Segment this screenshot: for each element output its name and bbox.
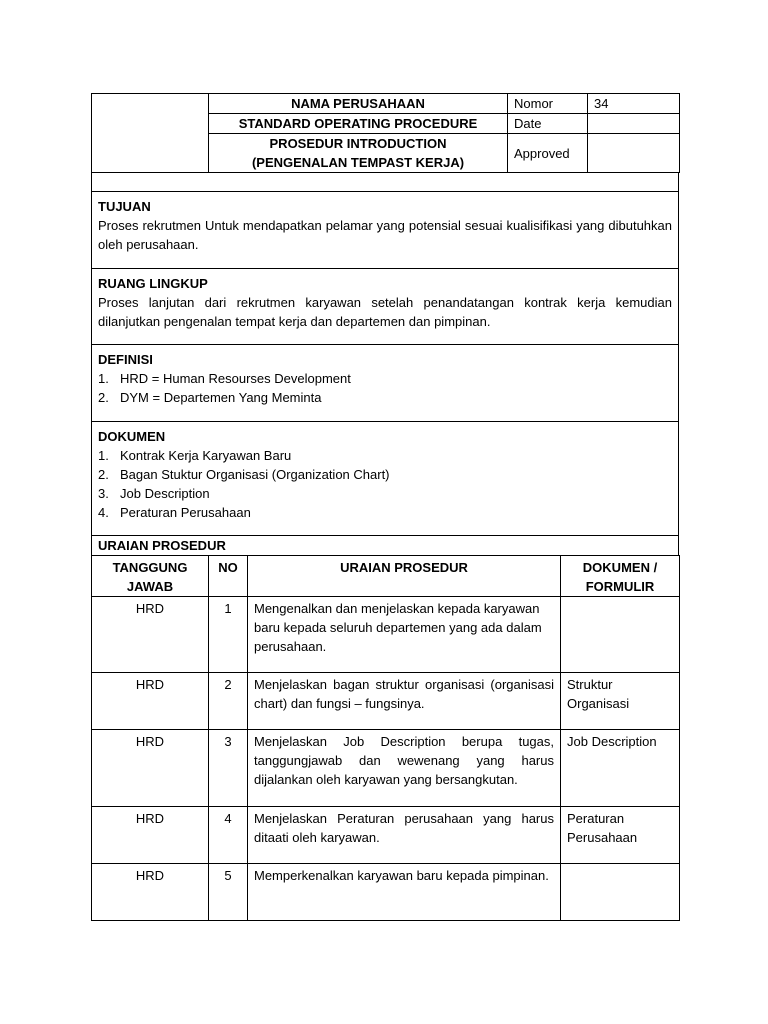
dokumen-list xyxy=(98,446,672,522)
date-label: Date xyxy=(508,114,588,134)
tujuan-title: TUJUAN xyxy=(98,199,151,214)
section-tujuan xyxy=(92,192,679,269)
section-ruang-lingkup xyxy=(92,269,679,345)
definisi-title: DEFINISI xyxy=(98,352,153,367)
spacer-row xyxy=(92,173,679,192)
table-row: HRD 5 Memperkenalkan karyawan baru kepada pimpinan. xyxy=(92,864,680,921)
uraian-section-title: URAIAN PROSEDUR xyxy=(92,536,679,556)
sop-label: STANDARD OPERATING PROCEDURE xyxy=(209,114,508,134)
table-row: HRD 3 Menjelaskan Job Description berupa tugas, tanggungjawab dan wewenang yang harus dijalankan oleh karyawan yang bersangkutan. Job Description xyxy=(92,730,680,807)
list-item: 1. HRD = Human Resourses Development xyxy=(98,371,351,386)
list-item: 2. DYM = Departemen Yang Meminta xyxy=(98,390,322,405)
header-table xyxy=(91,93,680,173)
col-header-desc: URAIAN PROSEDUR xyxy=(248,556,561,597)
table-row: HRD 1 Mengenalkan dan menjelaskan kepada karyawan baru kepada seluruh departemen yang ada dalam perusahaan. xyxy=(92,597,680,673)
approved-value xyxy=(588,134,680,173)
company-name: NAMA PERUSAHAAN xyxy=(209,94,508,114)
table-row: HRD 2 Menjelaskan bagan struktur organisasi (organisasi chart) dan fungsi – fungsinya. Struktur Organisasi xyxy=(92,673,680,730)
section-dokumen xyxy=(92,422,679,536)
section-definisi xyxy=(92,345,679,422)
definisi-list xyxy=(98,369,672,407)
list-item: 2. Bagan Stuktur Organisasi (Organization Chart) xyxy=(98,467,390,482)
ruang-lingkup-title: RUANG LINGKUP xyxy=(98,276,208,291)
logo-cell xyxy=(92,94,209,173)
list-item: 1. Kontrak Kerja Karyawan Baru xyxy=(98,448,292,463)
list-item: 3. Job Description xyxy=(98,486,210,501)
procedure-title-line1: PROSEDUR INTRODUCTION xyxy=(269,136,447,151)
approved-label: Approved xyxy=(508,134,588,173)
procedure-table xyxy=(91,555,680,921)
date-value xyxy=(588,114,680,134)
sections-table xyxy=(91,172,679,556)
sop-document xyxy=(91,93,679,921)
dokumen-title: DOKUMEN xyxy=(98,429,166,444)
nomor-value: 34 xyxy=(588,94,680,114)
table-row: HRD 4 Menjelaskan Peraturan perusahaan yang harus ditaati oleh karyawan. Peraturan Perusahaan xyxy=(92,807,680,864)
tujuan-text: Proses rekrutmen Untuk mendapatkan pelamar yang potensial sesuai kualisifikasi yang dibutuhkan oleh perusahaan. xyxy=(98,218,672,252)
nomor-label: Nomor xyxy=(508,94,588,114)
procedure-title xyxy=(209,134,508,173)
ruang-lingkup-text: Proses lanjutan dari rekrutmen karyawan setelah penandatangan kontrak kerja kemudian dilanjutkan pengenalan tempat kerja dan departemen dan pimpinan. xyxy=(98,295,672,329)
col-header-doc: DOKUMEN / FORMULIR xyxy=(561,556,680,597)
procedure-title-line2: (PENGENALAN TEMPAST KERJA) xyxy=(251,155,465,170)
col-header-no: NO xyxy=(209,556,248,597)
col-header-pic: TANGGUNG JAWAB xyxy=(92,556,209,597)
list-item: 4. Peraturan Perusahaan xyxy=(98,505,251,520)
